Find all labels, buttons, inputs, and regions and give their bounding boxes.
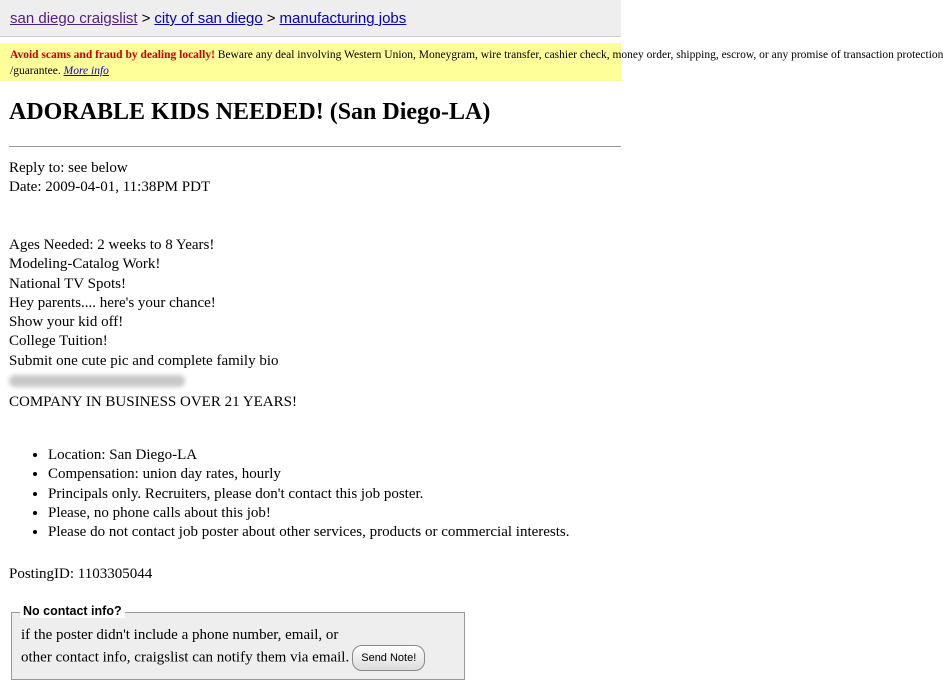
scam-warning-banner [0, 43, 943, 81]
list-item: • Location: San Diego-LA [48, 446, 570, 465]
body-line: Show your kid off! [9, 314, 124, 331]
scam-warning-text-cont: /guarantee. [10, 65, 61, 77]
list-item: • Please, no phone calls about this job! [48, 504, 570, 523]
breadcrumb-separator: > [141, 10, 151, 27]
body-line: Modeling-Catalog Work! [9, 256, 161, 273]
breadcrumb-section-link[interactable]: city of san diego [154, 10, 263, 27]
breadcrumb-separator: > [266, 10, 276, 27]
no-contact-info-box [11, 604, 465, 680]
post-title: ADORABLE KIDS NEEDED! (San Diego-LA) [9, 99, 491, 125]
body-line: Submit one cute pic and complete family bio [9, 352, 279, 369]
send-note-button[interactable]: Send Note! [352, 645, 425, 671]
reply-to: Reply to: see below [9, 160, 128, 176]
body-line: National TV Spots! [9, 275, 126, 292]
list-item: • Please do not contact job poster about other services, products or commercial interests. [48, 523, 570, 542]
post-meta [9, 159, 210, 197]
breadcrumb [0, 0, 621, 37]
no-contact-legend: No contact info? [20, 604, 125, 618]
job-details-list [28, 446, 570, 542]
breadcrumb-category-link[interactable]: manufacturing jobs [279, 10, 407, 27]
redacted-email [9, 375, 185, 387]
more-info-link[interactable]: More info [63, 65, 109, 77]
post-body [9, 236, 297, 413]
title-divider [9, 146, 621, 147]
no-contact-text [21, 625, 425, 671]
breadcrumb-site-link[interactable]: san diego craigslist [10, 10, 138, 27]
body-line: Hey parents.... here's your chance! [9, 294, 216, 311]
list-item: • Compensation: union day rates, hourly [48, 465, 570, 484]
post-date: Date: 2009-04-01, 11:38PM PDT [9, 179, 211, 195]
scam-warning-text: Beware any deal involving Western Union, Moneygram, wire transfer, cashier check, money order, shipping, escrow, or any promise of transaction protection [214, 49, 943, 61]
body-line: Ages Needed: 2 weeks to 8 Years! [9, 237, 215, 253]
no-contact-line: other contact info, craigslist can notify them via email. [21, 649, 350, 666]
no-contact-line: if the poster didn't include a phone number, email, or [21, 627, 339, 643]
company-line: COMPANY IN BUSINESS OVER 21 YEARS! [9, 394, 297, 411]
scam-warning-lead: Avoid scams and fraud by dealing locally! [10, 49, 215, 61]
posting-id: PostingID: 1103305044 [9, 566, 153, 582]
body-line: College Tuition! [9, 333, 108, 350]
list-item: • Principals only. Recruiters, please don't contact this job poster. [48, 485, 570, 504]
